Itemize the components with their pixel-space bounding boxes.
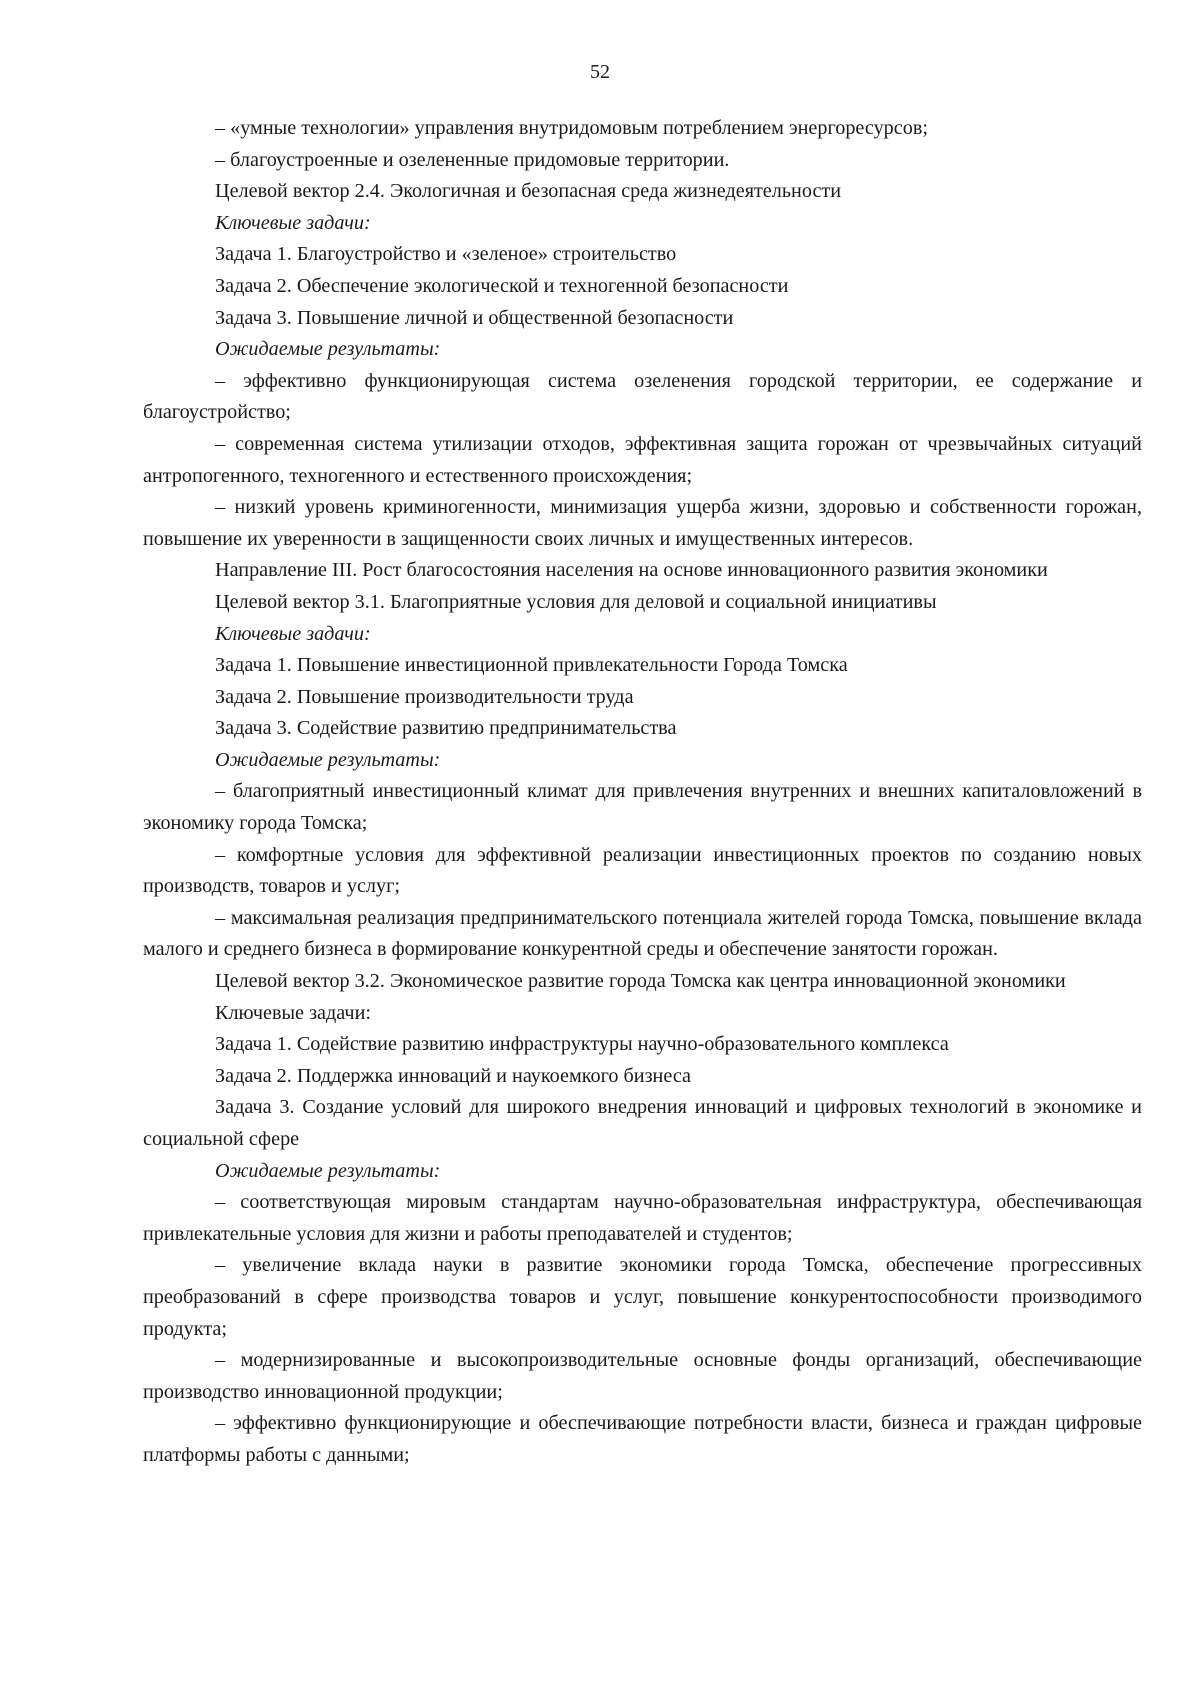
paragraph: Целевой вектор 2.4. Экологичная и безопасная среда жизнедеятельности [215, 180, 842, 203]
paragraph: – комфортные условия для эффективной реализации инвестиционных проектов по созданию новых производств, товаров и услуг; [143, 843, 1142, 898]
paragraph: Направление III. Рост благосостояния населения на основе инновационного развития экономики [215, 559, 1048, 582]
paragraph: Задача 2. Обеспечение экологической и техногенной безопасности [215, 274, 789, 297]
paragraph: Задача 3. Повышение личной и общественной безопасности [215, 306, 734, 329]
paragraph: Задача 1. Повышение инвестиционной привлекательности Города Томска [215, 654, 848, 677]
paragraph: – «умные технологии» управления внутридомовым потреблением энергоресурсов; [215, 117, 928, 139]
paragraph: – увеличение вклада науки в развитие экономики города Томска, обеспечение прогрессивных преобразований в сфере производства товаров и услуг, повышение конкурентоспособности производимого продукта; [143, 1254, 1142, 1340]
paragraph: – эффективно функционирующая система озеленения городской территории, ее содержание и благоустройство; [143, 369, 1142, 424]
paragraph: Задача 1. Благоустройство и «зеленое» строительство [215, 243, 677, 266]
paragraph: – современная система утилизации отходов, эффективная защита горожан от чрезвычайных ситуаций антропогенного, техногенного и естественного происхождения; [143, 432, 1142, 487]
paragraph: Ожидаемые результаты: [215, 748, 441, 771]
paragraph: Ключевые задачи: [215, 622, 371, 645]
paragraph: – эффективно функционирующие и обеспечивающие потребности власти, бизнеса и граждан цифровые платформы работы с данными; [143, 1412, 1142, 1466]
paragraph: Ключевые задачи: [215, 1001, 371, 1024]
paragraph: Ключевые задачи: [215, 211, 371, 234]
page-number: 52 [590, 61, 610, 83]
paragraph: – модернизированные и высокопроизводительные основные фонды организаций, обеспечивающие производство инновационной продукции; [143, 1349, 1142, 1403]
paragraph: Задача 2. Поддержка инноваций и наукоемкого бизнеса [215, 1064, 691, 1087]
paragraph: – соответствующая мировым стандартам научно-образовательная инфраструктура, обеспечивающая привлекательные условия для жизни и работы преподавателей и студентов; [143, 1191, 1142, 1245]
document-body [143, 113, 1142, 1472]
paragraph: Задача 2. Повышение производительности труда [215, 685, 634, 708]
paragraph: Задача 3. Содействие развитию предпринимательства [215, 717, 677, 740]
paragraph: – низкий уровень криминогенности, минимизация ущерба жизни, здоровью и собственности горожан, повышение их уверенности в защищенности своих личных и имущественных интересов. [143, 496, 1142, 550]
paragraph: Целевой вектор 3.2. Экономическое развитие города Томска как центра инновационной экономики [215, 970, 1066, 993]
paragraph: Ожидаемые результаты: [215, 1159, 441, 1182]
paragraph: Задача 3. Создание условий для широкого внедрения инноваций и цифровых технологий в экономике и социальной сфере [143, 1096, 1142, 1150]
paragraph: Ожидаемые результаты: [215, 338, 441, 361]
paragraph: – благоприятный инвестиционный климат для привлечения внутренних и внешних капиталовложений в экономику города Томска; [143, 780, 1142, 835]
paragraph: Задача 1. Содействие развитию инфраструктуры научно-образовательного комплекса [215, 1033, 949, 1056]
paragraph: – максимальная реализация предпринимательского потенциала жителей города Томска, повышение вклада малого и среднего бизнеса в формирование конкурентной среды и обеспечение занятости горожан. [143, 906, 1142, 961]
paragraph: Целевой вектор 3.1. Благоприятные условия для деловой и социальной инициативы [215, 590, 937, 613]
paragraph: – благоустроенные и озелененные придомовые территории. [215, 148, 730, 171]
